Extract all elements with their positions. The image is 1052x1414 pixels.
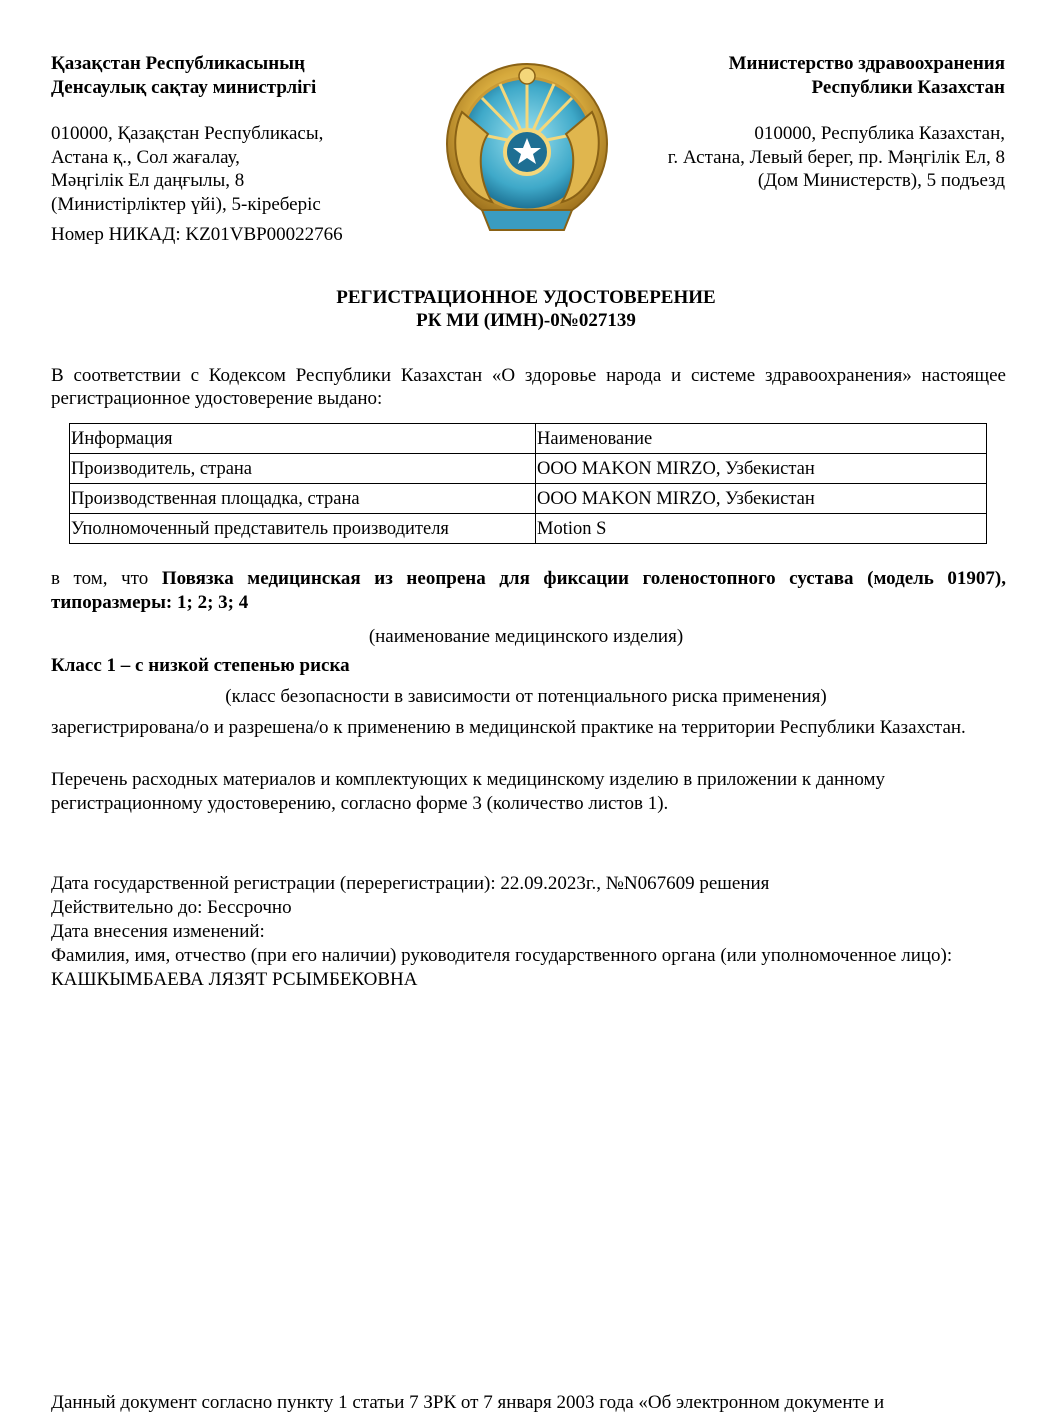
left-org-name — [51, 52, 316, 99]
right-address — [668, 122, 1005, 193]
list-text: Перечень расходных материалов и комплектующих к медицинскому изделию в приложении к данному регистрационному удостоверению, согласно форме 3 (количество листов 1). — [51, 769, 885, 814]
table-cell: Наименование — [536, 424, 987, 454]
right-address-line-1: 010000, Республика Казахстан, — [754, 123, 1005, 144]
right-address-line-2: г. Астана, Левый берег, пр. Мәңгілік Ел, 8 — [667, 146, 1005, 168]
table-row — [70, 514, 987, 544]
right-org-name — [729, 52, 1005, 99]
left-org-line-2: Денсаулық сақтау министрлігі — [51, 76, 317, 98]
title-line-1: РЕГИСТРАЦИОННОЕ УДОСТОВЕРЕНИЕ — [336, 287, 716, 308]
document-title — [0, 286, 1052, 332]
table-cell: Уполномоченный представитель производителя — [70, 514, 536, 544]
valid-until: Действительно до: Бессрочно — [51, 897, 292, 918]
state-emblem-icon — [432, 52, 622, 238]
device-statement — [51, 567, 1006, 615]
risk-class-caption: (класс безопасности в зависимости от потенциального риска применения) — [225, 686, 827, 707]
left-address-line-2: Астана қ., Сол жағалау, — [51, 146, 240, 168]
left-address-line-3: Мәңгілік Ел даңғылы, 8 — [51, 170, 245, 191]
device-caption: (наименование медицинского изделия) — [368, 626, 684, 647]
table-cell: Информация — [70, 424, 536, 454]
table-row — [70, 484, 987, 514]
table-cell: ООО MAKON MIRZO, Узбекистан — [536, 484, 987, 514]
info-table — [69, 423, 987, 544]
left-address — [51, 122, 323, 216]
changes-date: Дата внесения изменений: — [51, 921, 265, 942]
right-org-line-2: Республики Казахстан — [811, 76, 1005, 98]
footer-text: Данный документ согласно пункту 1 статьи 7 ЗРК от 7 января 2003 года «Об электронном документе и — [51, 1392, 885, 1413]
risk-class: Класс 1 – с низкой степенью риска — [51, 655, 350, 676]
table-cell: Motion S — [536, 514, 987, 544]
table-row — [70, 424, 987, 454]
left-org-line-1: Қазақстан Республикасының — [51, 53, 305, 74]
table-cell: ООО MAKON MIRZO, Узбекистан — [536, 454, 987, 484]
table-row — [70, 454, 987, 484]
registered-text: зарегистрирована/о и разрешена/о к применению в медицинской практике на территории Республики Казахстан. — [51, 717, 966, 738]
device-prefix: в том, что — [51, 568, 162, 589]
left-address-line-4: (Министірліктер үйі), 5-кіреберіс — [51, 193, 321, 215]
intro-text: В соответствии с Кодексом Республики Казахстан «О здоровье народа и системе здравоохранения» настоящее регистрационное удостоверение выдано: — [51, 365, 1006, 409]
nikad-number: Номер НИКАД: KZ01VBP00022766 — [51, 224, 343, 245]
right-address-line-3: (Дом Министерств), 5 подъезд — [757, 170, 1005, 191]
registration-date: Дата государственной регистрации (перерегистрации): 22.09.2023г., №N067609 решения — [51, 873, 770, 894]
device-name: Повязка медицинская из неопрена для фиксации голеностопного сустава (модель 01907), типоразмеры: 1; 2; 3; 4 — [51, 568, 1007, 613]
title-line-2: РК МИ (ИМН)-0№027139 — [416, 310, 636, 331]
head-name: Фамилия, имя, отчество (при его наличии) руководителя государственного органа (или уполномоченное лицо): КАШКЫМБАЕВА ЛЯЗЯТ РСЫМБЕКОВНА — [51, 945, 953, 990]
table-cell: Производственная площадка, страна — [70, 484, 536, 514]
left-address-line-1: 010000, Қазақстан Республикасы, — [51, 123, 324, 144]
right-org-line-1: Министерство здравоохранения — [728, 53, 1005, 74]
dates-block — [51, 872, 1006, 992]
table-cell: Производитель, страна — [70, 454, 536, 484]
